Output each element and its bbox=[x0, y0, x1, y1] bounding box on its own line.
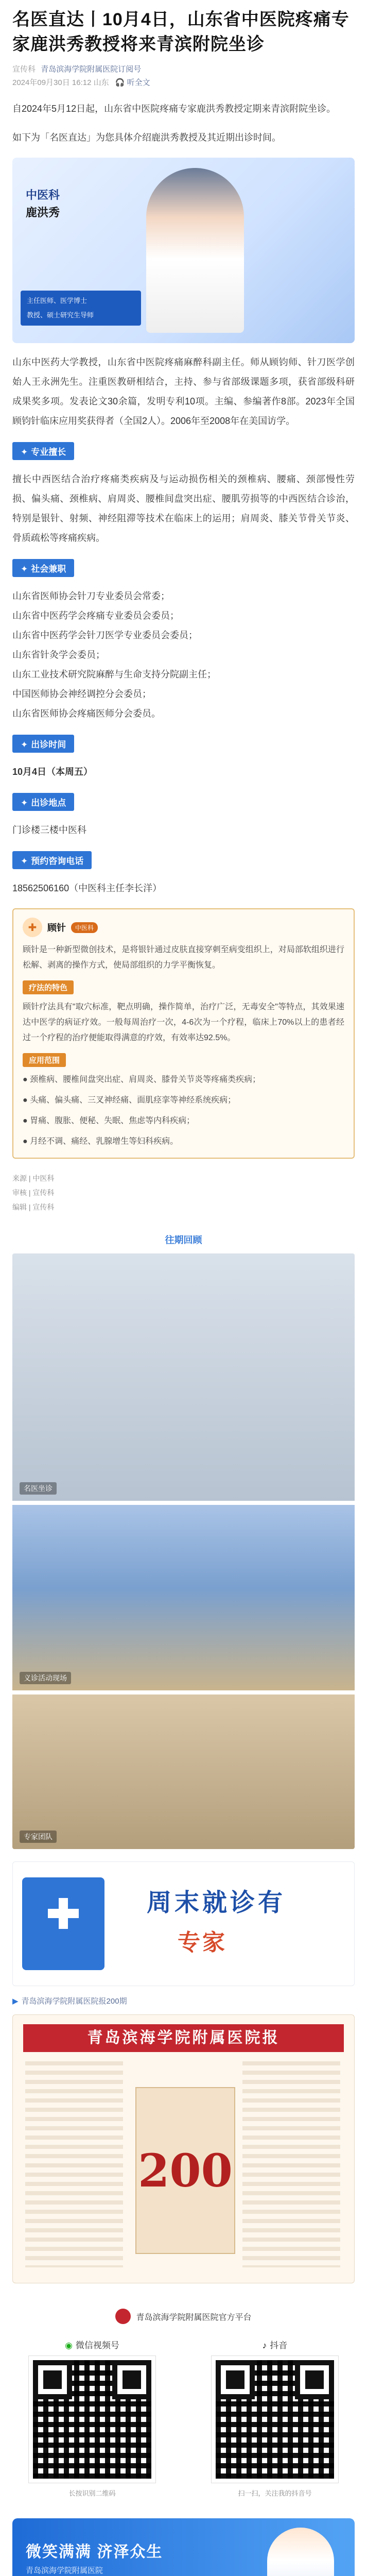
author-label: 宣传科 bbox=[12, 65, 36, 74]
doctor-name: 鹿洪秀 bbox=[26, 206, 60, 219]
newspaper-column-right bbox=[242, 2061, 340, 2267]
douyin-qr-code[interactable] bbox=[212, 2356, 338, 2483]
star-icon: ✦ bbox=[21, 447, 28, 457]
weekend-expert-banner[interactable] bbox=[12, 1861, 355, 1986]
source-block bbox=[12, 1171, 355, 1214]
info-card-desc: 顾针是一种新型微创技术，是将银针通过皮肤直接穿刺至病变组织上，对局部软组织进行松解、剥离的操作方式，使局部组织的力学平衡恢复。 bbox=[23, 945, 344, 970]
medical-cross-icon bbox=[22, 1877, 104, 1970]
section-specialty-head bbox=[12, 442, 74, 460]
needle-icon: ✚ bbox=[23, 918, 42, 937]
doctor-title-2: 教授、硕士研究生导师 bbox=[27, 311, 94, 319]
info-card-item: ● 颈椎病、腰椎间盘突出症、肩周炎、膝骨关节炎等疼痛类疾病； bbox=[23, 1075, 261, 1084]
source-line: 来源 | 中医科 bbox=[12, 1174, 55, 1182]
clinic-photo[interactable] bbox=[12, 1253, 355, 1501]
team-photo[interactable] bbox=[12, 1694, 355, 1849]
event-photo[interactable] bbox=[12, 1505, 355, 1690]
listen-label: 听全文 bbox=[127, 78, 150, 87]
editor-line: 编辑 | 宣传科 bbox=[12, 1203, 55, 1211]
article-meta bbox=[12, 63, 355, 90]
scope-item: 颈椎病、腰椎间盘突出症、肩周炎、膝骨关节炎等疼痛类疾病； bbox=[30, 1075, 261, 1084]
info-card-badge: 中医科 bbox=[71, 922, 98, 933]
section-schedule-head bbox=[12, 735, 74, 753]
info-card-item: ● 胃痛、腹胀、便秘、失眠、焦虑等内科疾病； bbox=[23, 1116, 195, 1125]
article-title: 名医直达丨10月4日，山东省中医院疼痛专家鹿洪秀教授将来青滨附院坐诊 bbox=[12, 10, 349, 54]
section-label: 社会兼职 bbox=[31, 564, 66, 574]
section-label: 专业擅长 bbox=[31, 447, 66, 457]
info-card-item: ● 月经不调、痛经、乳腺增生等妇科疾病。 bbox=[23, 1137, 179, 1146]
nurse-illustration bbox=[267, 2528, 334, 2576]
section-hotline-head bbox=[12, 851, 92, 869]
section-label: 出诊地点 bbox=[31, 798, 66, 808]
newspaper-preview[interactable] bbox=[12, 2014, 355, 2283]
star-icon: ✦ bbox=[21, 856, 28, 866]
hotline-value[interactable]: 18562506160（中医科主任李长洋） bbox=[12, 883, 162, 893]
issue-number: 200 bbox=[135, 2087, 235, 2254]
account-link[interactable]: 青岛滨海学院附属医院订阅号 bbox=[41, 65, 142, 74]
bottom-banner bbox=[12, 2518, 355, 2576]
star-icon: ✦ bbox=[21, 798, 28, 808]
section-positions-head bbox=[12, 559, 74, 577]
review-line: 审核 | 宣传科 bbox=[12, 1189, 55, 1197]
bottom-banner-title: 微笑满满 济泽众生 bbox=[26, 2544, 163, 2561]
position-item: 山东省中医药学会疼痛专业委员会委员； bbox=[12, 611, 179, 621]
photo-gallery bbox=[12, 1253, 355, 1849]
douyin-note: 扫一扫，关注我的抖音号 bbox=[238, 2489, 312, 2497]
intro-paragraph-1: 自2024年5月12日起，山东省中医院疼痛专家鹿洪秀教授定期来青滨附院坐诊。 bbox=[12, 104, 336, 114]
info-card-title: 顾针 bbox=[47, 923, 66, 933]
schedule-value: 10月4日（本周五） bbox=[12, 767, 93, 777]
wechat-label bbox=[12, 2338, 172, 2351]
position-item: 山东省医师协会针刀专业委员会常委； bbox=[12, 591, 170, 601]
info-card-subhead-1: 疗法的特色 bbox=[23, 980, 74, 994]
douyin-icon: ♪ bbox=[262, 2341, 267, 2350]
photo-caption: 名医坐诊 bbox=[20, 1482, 57, 1495]
wechat-qr-card bbox=[12, 2338, 172, 2498]
bottom-banner-subtitle: 青岛滨海学院附属医院 bbox=[26, 2566, 103, 2575]
info-card-sub1-text: 顾针疗法具有"取穴标准，靶点明确，操作简单，治疗广泛，无毒安全"等特点，其效果速达中医学的病证疗效。一般每周治疗一次，4-6次为一个疗程，临床上70%以上的患者经过一个疗程的治疗便能取得满意的疗效，有效率达92.5%。 bbox=[23, 1003, 344, 1042]
photo-caption: 义诊活动现场 bbox=[20, 1672, 71, 1684]
hospital-logo-icon bbox=[115, 2309, 131, 2324]
qr-codes bbox=[12, 2338, 355, 2498]
wechat-label-text: 微信视频号 bbox=[75, 2341, 119, 2350]
banner-line-1: 周末就诊有 bbox=[147, 1889, 286, 1917]
douyin-label bbox=[195, 2338, 355, 2351]
therapy-info-card bbox=[12, 908, 355, 1159]
info-card-header bbox=[23, 918, 344, 937]
link-icon: ▶ bbox=[12, 1997, 19, 2006]
scope-item: 头痛、偏头痛、三叉神经痛、面肌痉挛等神经系统疾病； bbox=[30, 1096, 236, 1105]
location-value: 门诊楼三楼中医科 bbox=[12, 825, 86, 835]
wechat-icon: ◉ bbox=[65, 2341, 73, 2350]
douyin-label-text: 抖音 bbox=[270, 2341, 288, 2350]
intro-paragraph-2: 如下为「名医直达」为您具体介绍鹿洪秀教授及其近期出诊时间。 bbox=[12, 132, 281, 143]
specialty-text: 擅长中西医结合治疗疼痛类疾病及与运动损伤相关的颈椎病、腰痛、颈部慢性劳损、偏头痛、颈椎病、肩周炎、腰椎间盘突出症、腰肌劳损等的中西医结合诊治，特别是银针、射频、神经阻滞等技术在临床上的运用；肩周炎、膝关节骨关节炎、骨质疏松等疼痛疾病。 bbox=[12, 474, 355, 543]
publish-date: 2024年09月30日 16:12 bbox=[12, 78, 92, 87]
star-icon: ✦ bbox=[21, 564, 28, 574]
position-item: 山东工业技术研究院麻醉与生命支持分院副主任； bbox=[12, 669, 216, 680]
newspaper-column-left bbox=[25, 2061, 123, 2267]
doctor-photo bbox=[146, 168, 244, 333]
position-item: 中国医师协会神经调控分会委员； bbox=[12, 689, 151, 699]
doctor-bio: 山东中医药大学教授，山东省中医院疼痛麻醉科副主任。师从顾钧师、针刀医学创始人王永洲先生。注重医教研相结合，主持、参与省部级课题多项，获省部级科研成果奖多项。发表论文30余篇，发明专利10项。主编、参编著作8部。2023年全国顾钧针临床应用奖获得者（全国2人）。2006年至2008年在美国访学。 bbox=[12, 357, 355, 426]
doctor-tagline bbox=[21, 291, 141, 326]
doctor-card bbox=[12, 158, 355, 343]
scope-item: 胃痛、腹胀、便秘、失眠、焦虑等内科疾病； bbox=[30, 1116, 195, 1125]
section-label: 出诊时间 bbox=[31, 740, 66, 750]
section-label: 预约咨询电话 bbox=[31, 856, 84, 866]
position-item: 山东省医师协会疼痛医师分会委员。 bbox=[12, 708, 161, 719]
region-label: 山东 bbox=[93, 78, 109, 87]
newspaper-link[interactable] bbox=[12, 1995, 355, 2006]
wechat-note: 长按识别二维码 bbox=[68, 2489, 116, 2497]
wechat-qr-code[interactable] bbox=[29, 2356, 155, 2483]
footer-brand bbox=[12, 2304, 355, 2329]
positions-list bbox=[12, 577, 355, 723]
doctor-role: 中医科 bbox=[26, 189, 60, 201]
star-icon: ✦ bbox=[21, 740, 28, 750]
photo-caption: 专家团队 bbox=[20, 1831, 57, 1843]
banner-line-2: 专家 bbox=[178, 1930, 227, 1955]
info-card-subhead-2: 应用范围 bbox=[23, 1053, 66, 1067]
brand-label: 青岛滨海学院附属医院官方平台 bbox=[136, 2313, 252, 2322]
newspaper-masthead: 青岛滨海学院附属医院报 bbox=[23, 2024, 344, 2052]
past-review-heading: 往期回顾 bbox=[165, 1235, 202, 1245]
position-item: 山东省中医药学会针刀医学专业委员会委员； bbox=[12, 630, 198, 640]
douyin-qr-card bbox=[195, 2338, 355, 2498]
listen-button[interactable]: 🎧 听全文 bbox=[115, 78, 150, 87]
section-location-head bbox=[12, 793, 74, 811]
position-item: 山东省针灸学会委员； bbox=[12, 650, 105, 660]
link-label: 青岛滨海学院附属医院报200期 bbox=[21, 1997, 127, 2006]
doctor-title-1: 主任医师、医学博士 bbox=[27, 297, 88, 304]
scope-item: 月经不调、痛经、乳腺增生等妇科疾病。 bbox=[30, 1137, 179, 1146]
info-card-item: ● 头痛、偏头痛、三叉神经痛、面肌痉挛等神经系统疾病； bbox=[23, 1096, 236, 1105]
